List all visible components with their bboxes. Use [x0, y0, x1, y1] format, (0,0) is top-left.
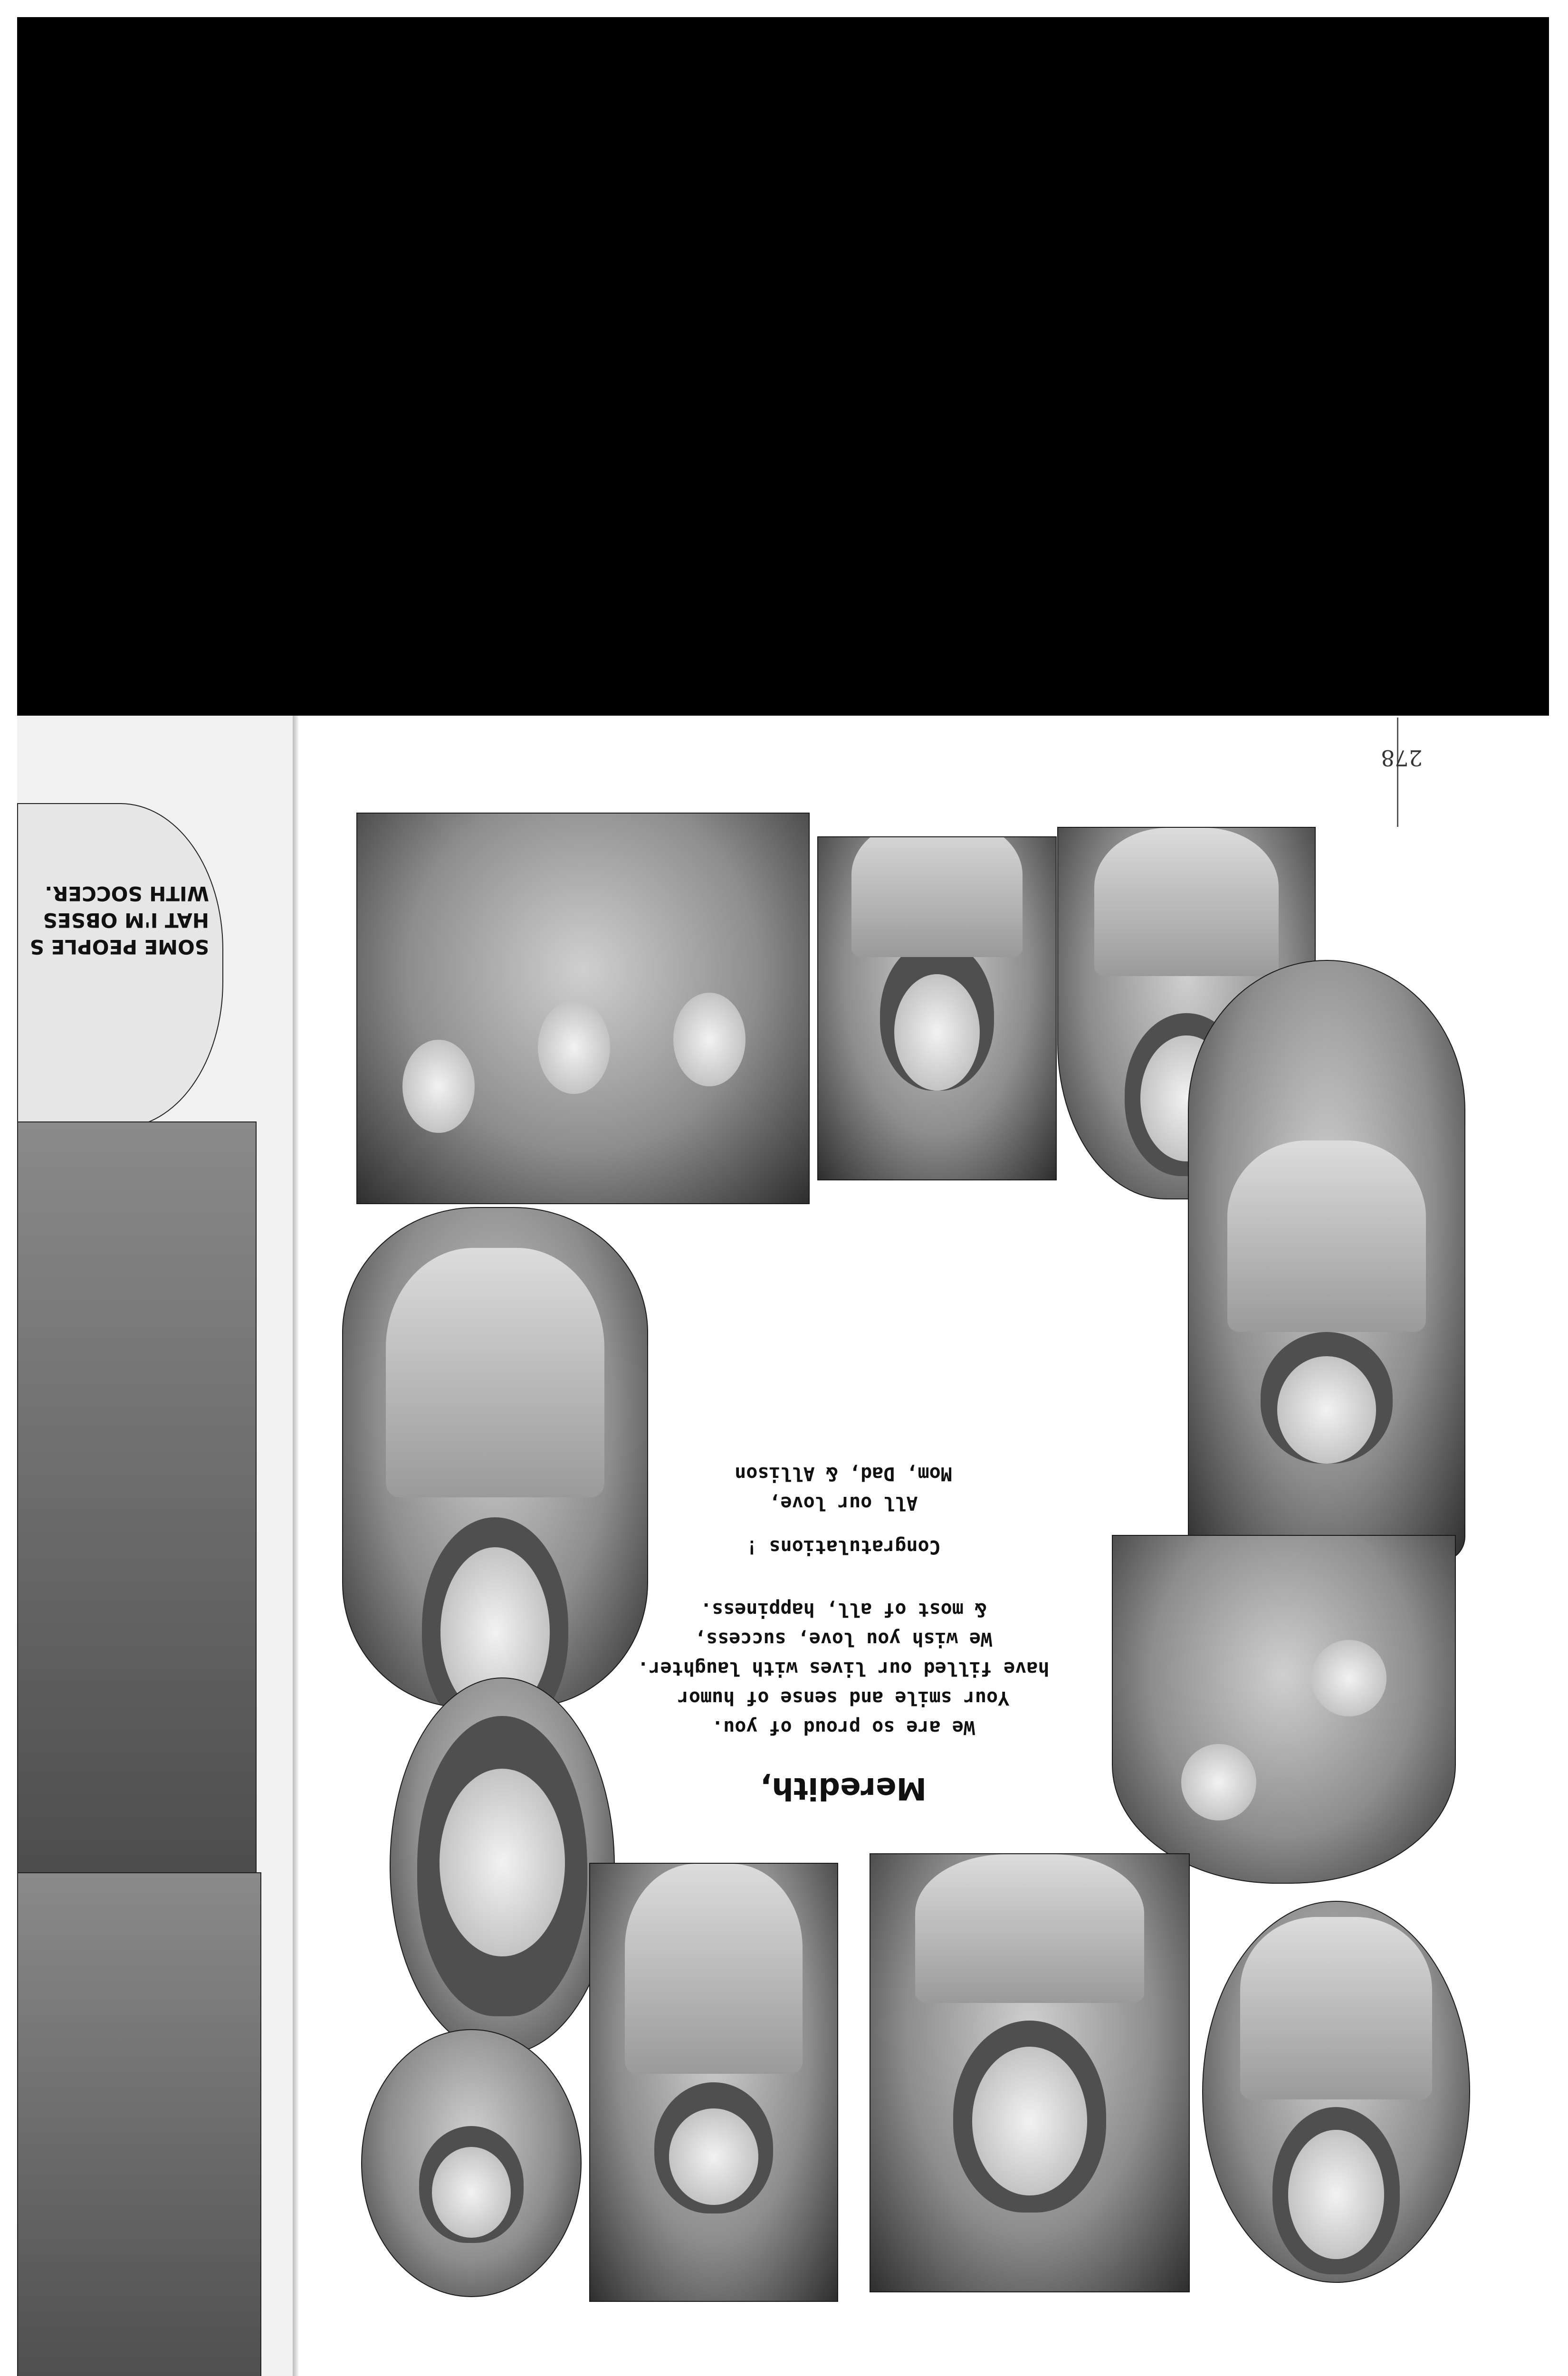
greeting: Meredith, — [760, 1771, 927, 1806]
standing-photo — [1188, 960, 1465, 1561]
message-line: We wish you love, success, — [694, 1628, 993, 1650]
message-line: have filled our lives with laughter. — [637, 1657, 1050, 1679]
message-line: We are so proud of you. — [712, 1716, 975, 1738]
family-group-photo — [356, 813, 810, 1204]
canada-photo — [589, 1863, 838, 2302]
message-line: Your smile and sense of humor — [677, 1687, 1010, 1709]
page-number-rule — [1397, 718, 1398, 827]
redacted-area — [17, 17, 1549, 716]
shirt-text-line: SOME PEOPLE S — [29, 935, 209, 958]
tribute-message — [618, 1283, 1069, 1806]
message-line: & most of all, happiness. — [700, 1599, 987, 1620]
shirt-text-line: HAT I'M OBSES — [43, 909, 209, 932]
page-gutter — [293, 716, 298, 2376]
closing: All our love, — [769, 1492, 918, 1514]
signature: Mom, Dad, & Allison — [735, 1463, 952, 1485]
soccer-shirt-photo — [17, 803, 223, 1128]
friends-photo — [1112, 1535, 1456, 1884]
page-number: 278 — [1381, 745, 1423, 771]
trophy-photo — [342, 1207, 648, 1708]
close-up-photo — [390, 1677, 615, 2055]
soccer-shirt-text — [29, 855, 209, 960]
hat-photo — [361, 2029, 582, 2297]
uniform-photo — [1202, 1901, 1470, 2283]
congratulations: Congratulations ! — [746, 1536, 941, 1558]
soccer-player-photo — [17, 1121, 257, 1874]
flag-photo — [870, 1853, 1190, 2292]
shirt-text-line: WITH SOCCER. — [45, 882, 209, 905]
soccer-game-photo — [17, 1872, 261, 2376]
portrait-photo — [817, 836, 1057, 1180]
